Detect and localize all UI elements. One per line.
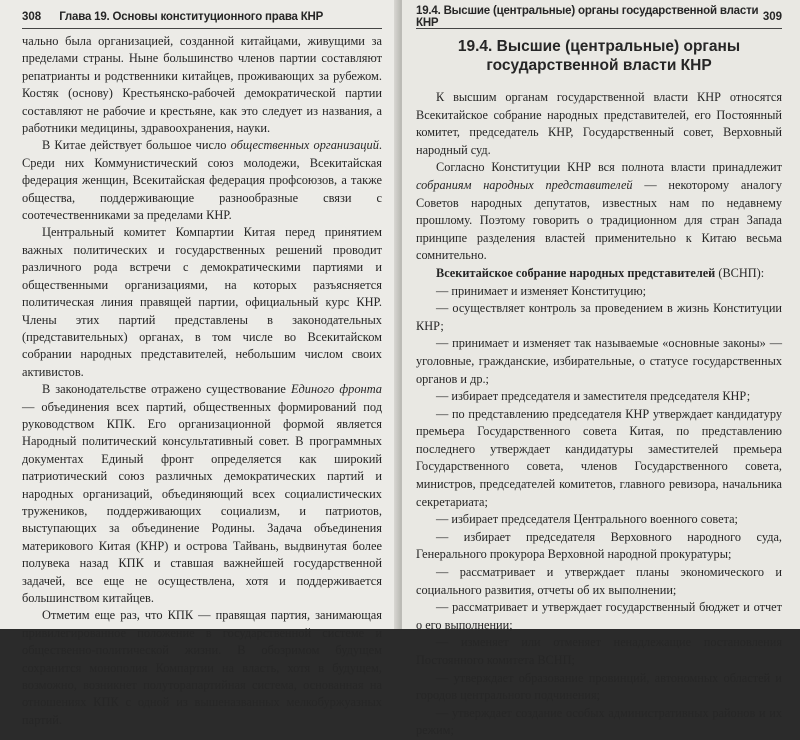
- text-run: В Китае действует большое число: [42, 138, 231, 153]
- left-running-header: [22, 6, 382, 29]
- paragraph: [416, 265, 782, 283]
- right-running-header: [416, 6, 782, 29]
- list-item: — избирает председателя Центрального военного совета;: [436, 512, 738, 527]
- right-page-number: 309: [762, 11, 782, 23]
- text-run: (ВСНП):: [715, 265, 765, 280]
- right-running-head-title: 19.4. Высшие (центральные) органы государственной власти КНР: [416, 5, 759, 29]
- text-run: — объединения всех партий, общественных формирований под руководством КПК. Его организационной формой является Народный политический консультативный совет. В программных документах Единый фронт определяется как широкий патриотический союз различных демократических партий и народных организаций, объединяющий всех социалистических тружеников, поддерживающих социализм, и патриотов, выступающих за объединение Родины. Задача объединения материкового Китая (КНР) и острова Тайвань, выдвинутая более полувека назад КПК и ставшая важнейшей государственной задачей, все еще не осуществлена, хотя и поддерживается большинством китайцев.: [22, 399, 382, 605]
- emphasis-text: собраниям народных представителей: [416, 177, 633, 192]
- section-title: 19.4. Высшие (центральные) органы государственной власти КНР: [457, 38, 741, 74]
- list-item: — избирает председателя Верховного народного суда, Генерального прокурора Верховной народной прокуратуры;: [416, 529, 782, 562]
- list-item: — принимает и изменяет Конституцию;: [436, 283, 647, 298]
- list-item: — избирает председателя и заместителя председателя КНР;: [436, 389, 751, 404]
- left-page: [0, 0, 402, 727]
- right-body-text: [416, 89, 782, 740]
- left-body-text: [22, 33, 382, 729]
- right-page: [402, 0, 800, 738]
- list-item: — принимает и изменяет так называемые «основные законы» — уголовные, гражданские, избирательные, о статусе государственных органов и др.;: [416, 336, 782, 386]
- paragraph: [22, 137, 382, 224]
- list-item: — рассматривает и утверждает планы экономического и социального развития, отчеты об их выполнении;: [416, 565, 782, 597]
- text-run: . Среди них Коммунистический союз молодежи, Всекитайская федерация женщин, Всекитайская федерация профсоюзов, а также общества, поддерживающие разнообразные связи с соотечественниками за пределами КНР.: [22, 138, 383, 223]
- paragraph: Центральный комитет Компартии Китая перед принятием важных политических и государственных решений проводит различного рода встречи с демократическими партиями и общественными организациями, на которых разъясняется политическая линия правящей партии, официальный курс КНР. Члены этих партий представлены в законодательных (представительных) органах, в том числе во Всекитайском собрании народных представителей, небольшим числом своих активистов.: [22, 225, 382, 379]
- list-item: — рассматривает и утверждает государственный бюджет и отчет о его выполнении;: [416, 600, 782, 632]
- emphasis-text: Единого фронта: [290, 382, 382, 397]
- paragraph: чально была организацией, созданной китайцами, живущими за пределами страны. Ныне большинство членов партии составляют репатрианты и родственники китайцев, проживающих за рубежом. Костяк (основу) Крестьянско-рабочей демократической партии составляют не рабочие и крестьяне, как это следует из названия, а работники медицины, здравоохранения, науки.: [22, 34, 382, 136]
- list-item: — утверждает образование провинций, автономных областей и городов центрального подчинения;: [416, 670, 782, 703]
- text-run: Согласно Конституции КНР вся полнота власти принадлежит: [436, 160, 782, 175]
- list-item: — по представлению председателя КНР утверждает кандидатуру премьера Государственного совета Китая, по представлению последнего утверждает кандидатуры заместителей премьера Государственного совета, членов Государственного совета, министров, председателей комитетов, главного ревизора, начальника секретариата;: [416, 406, 782, 509]
- list-item: — осуществляет контроль за проведением в жизнь Конституции КНР;: [416, 301, 782, 333]
- paragraph: Отметим еще раз, что КПК — правящая партия, занимающая привилегированное положение в государственной системе и общественно-политической жизни. В обозримом будущем сохранится монополия Компартии на власть, хотя в будущем, возможно, возникнет полуторапартийная система, основанная на отношениях КПК с одной из вышеназванных мелкобуржуазных партий.: [22, 608, 382, 727]
- list-item: — утверждает создание особых административных районов и их режим;: [416, 705, 782, 738]
- text-run: В законодательстве отражено существование: [42, 382, 291, 397]
- text-run: — некоторому аналогу Советов народных депутатов, известных нам по недавнему прошлому. Поэтому говорить о традиционном для стран Запада принципе разделения властей применительно к Китаю весьма сомнительно.: [416, 177, 782, 263]
- paragraph: К высшим органам государственной власти КНР относятся Всекитайское собрание народных представителей, его Постоянный комитет, председатель КНР, Государственный совет, Верховный народный суд.: [416, 90, 782, 157]
- left-running-head-title: Глава 19. Основы конституционного права КНР: [59, 11, 324, 23]
- paragraph: [416, 159, 782, 265]
- emphasis-text: общественных организаций: [230, 138, 379, 153]
- left-page-number: 308: [22, 11, 42, 23]
- list-item: — изменяет или отменяет ненадлежащие постановления Постоянного комитета ВСНП;: [416, 635, 782, 667]
- bold-text: Всекитайское собрание народных представителей: [436, 265, 716, 280]
- paragraph: [22, 381, 382, 607]
